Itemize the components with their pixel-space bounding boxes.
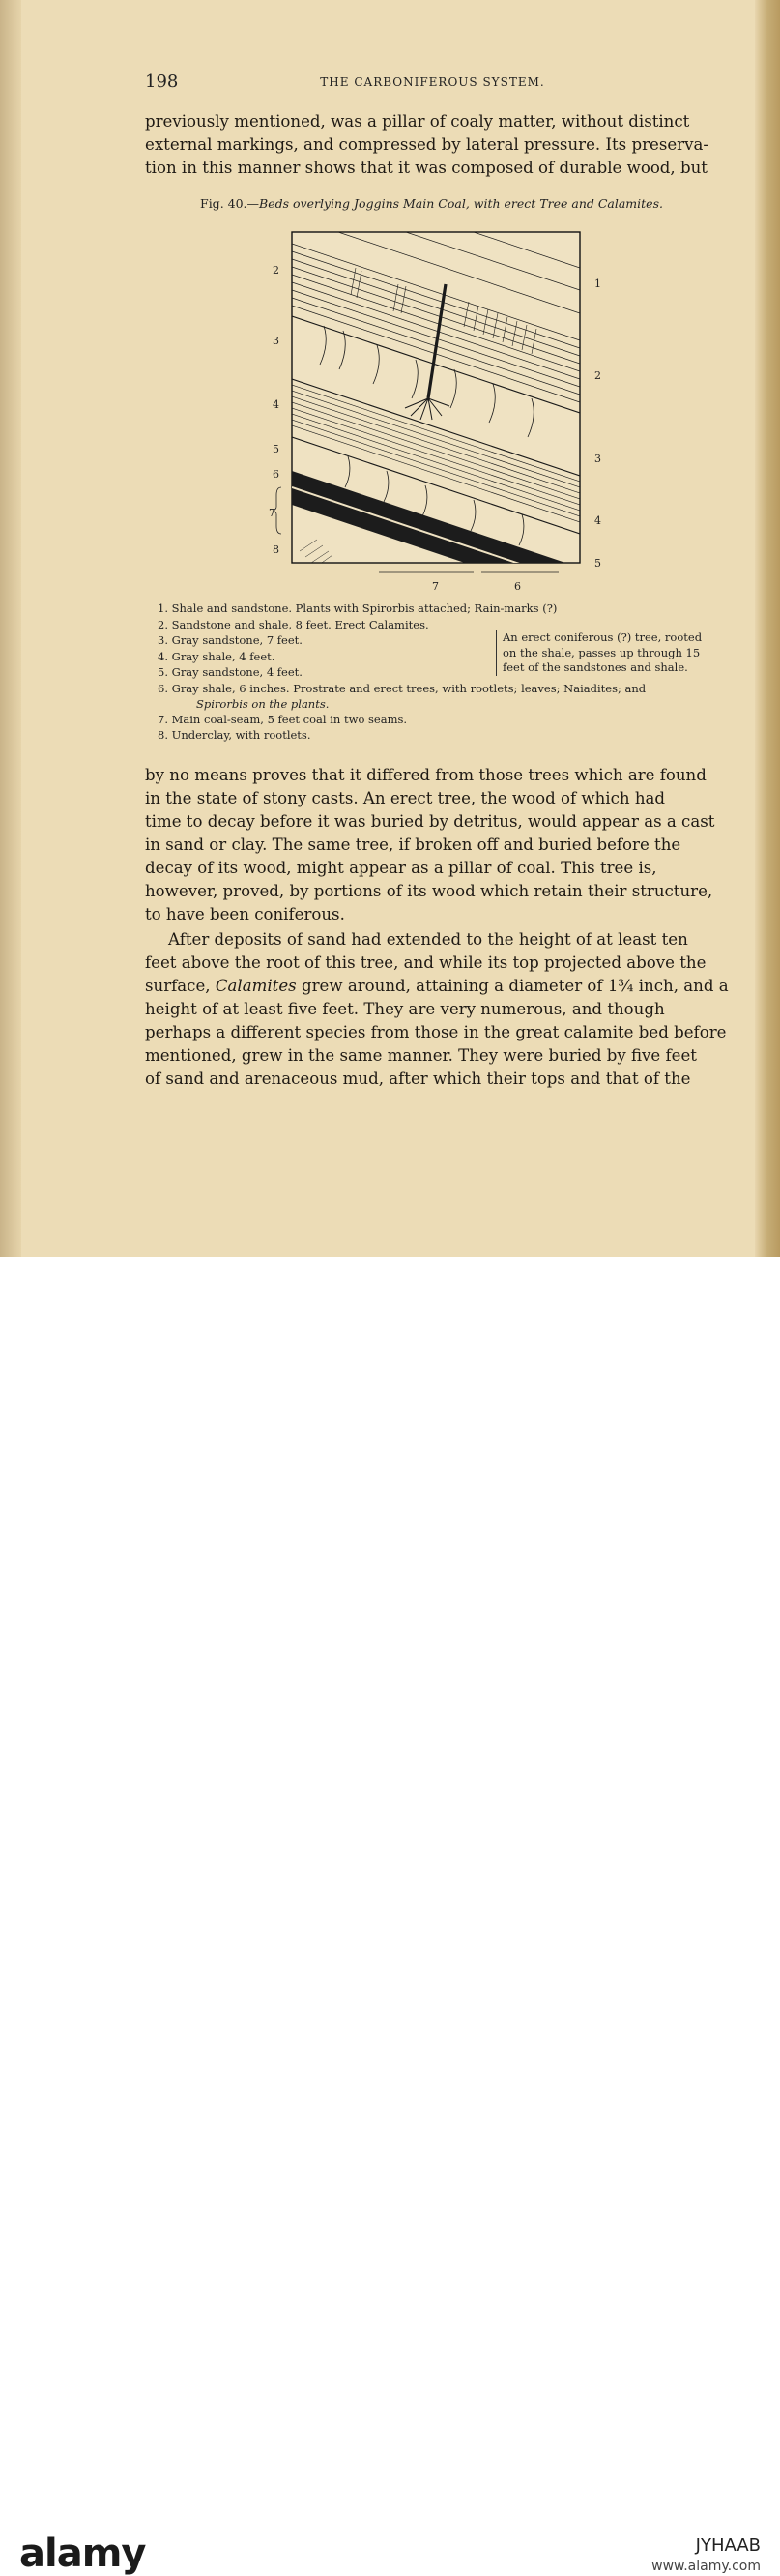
left-label-6: 6 xyxy=(273,468,279,481)
text-line: however, proved, by portions of its wood which retain their structure, xyxy=(145,882,713,900)
legend-item: 4. Gray shale, 4 feet. xyxy=(158,650,275,663)
bottom-label-6: 6 xyxy=(514,580,521,593)
text-line-with-italic xyxy=(145,975,729,998)
text-line: height of at least five feet. They are very numerous, and though xyxy=(145,1000,665,1018)
text-line: time to decay before it was buried by detritus, would appear as a cast xyxy=(145,812,715,831)
page-left-edge xyxy=(0,0,21,1257)
text-line: feet above the root of this tree, and while its top projected above the xyxy=(145,953,707,972)
text-line: by no means proves that it differed from those trees which are found xyxy=(145,766,707,784)
caption-prefix: Fig. 40.— xyxy=(200,196,260,211)
italic-term: Calamites xyxy=(215,977,297,995)
text-line: of sand and arenaceous mud, after which their tops and that of the xyxy=(145,1069,691,1088)
caption-title: Beds overlying Joggins Main Coal, with erect Tree and Calamites. xyxy=(259,196,663,211)
left-label-7: 7 xyxy=(269,507,275,519)
figure-caption xyxy=(145,196,718,211)
alamy-logo: alamy xyxy=(19,2532,146,2576)
tree-note xyxy=(496,630,730,676)
legend-item: 2. Sandstone and shale, 8 feet. Erect Calamites. xyxy=(158,618,429,631)
legend-item: 5. Gray sandstone, 4 feet. xyxy=(158,665,303,679)
legend-item: 6. Gray shale, 6 inches. Prostrate and erect trees, with rootlets; leaves; Naiadites; and xyxy=(158,682,647,695)
left-label-3: 3 xyxy=(273,335,279,347)
bottom-label-7: 7 xyxy=(432,580,439,593)
right-label-4: 4 xyxy=(594,514,601,527)
right-label-3: 3 xyxy=(594,453,601,465)
text-line: decay of its wood, might appear as a pillar of coal. This tree is, xyxy=(145,859,657,877)
text-line: in the state of stony casts. An erect tree, the wood of which had xyxy=(145,789,666,807)
legend-item: 8. Underclay, with rootlets. xyxy=(158,728,311,742)
tree-note-line: An erect coniferous (?) tree, rooted xyxy=(503,630,703,644)
paragraph-1 xyxy=(145,110,718,180)
text-line: tion in this manner shows that it was composed of durable wood, but xyxy=(145,159,708,177)
right-label-1: 1 xyxy=(594,278,601,290)
text-line: previously mentioned, was a pillar of coaly matter, without distinct xyxy=(145,112,690,131)
text-line: After deposits of sand had extended to the height of at least ten xyxy=(168,930,688,949)
left-label-4: 4 xyxy=(273,398,279,411)
text-line: perhaps a different species from those in the great calamite bed before xyxy=(145,1023,727,1041)
legend-item: 7. Main coal-seam, 5 feet coal in two seams. xyxy=(158,713,408,726)
strata-figure xyxy=(251,224,619,601)
right-label-5: 5 xyxy=(594,557,601,570)
running-head: THE CARBONIFEROUS SYSTEM. xyxy=(320,75,545,89)
left-label-2: 2 xyxy=(273,264,279,277)
text-line: in sand or clay. The same tree, if broken off and buried before the xyxy=(145,835,681,854)
book-page xyxy=(0,0,780,1257)
text-line: external markings, and compressed by lateral pressure. Its preserva- xyxy=(145,135,708,154)
text-line: mentioned, grew in the same manner. They were buried by five feet xyxy=(145,1046,697,1065)
legend-item: 1. Shale and sandstone. Plants with Spirorbis attached; Rain-marks (?) xyxy=(158,601,558,615)
page-number: 198 xyxy=(145,72,179,92)
text-segment: grew around, attaining a diameter of 1¾ inch, and a xyxy=(296,977,729,995)
paragraph-3 xyxy=(145,928,729,1091)
image-code: JYHAAB xyxy=(695,2535,761,2556)
tree-note-line: feet of the sandstones and shale. xyxy=(503,660,688,674)
paragraph-2 xyxy=(145,764,718,926)
left-label-8: 8 xyxy=(273,543,279,556)
stock-footer xyxy=(0,1257,780,2576)
text-segment: surface, xyxy=(145,977,216,995)
legend-item-continuation: Spirorbis on the plants. xyxy=(196,697,330,711)
tree-note-line: on the shale, passes up through 15 xyxy=(503,645,701,659)
legend-item: 3. Gray sandstone, 7 feet. xyxy=(158,633,303,647)
left-label-5: 5 xyxy=(273,443,279,455)
site-url: www.alamy.com xyxy=(651,2559,761,2574)
text-line: to have been coniferous. xyxy=(145,905,345,923)
right-label-2: 2 xyxy=(594,369,601,382)
page-right-edge xyxy=(755,0,780,1257)
page-header xyxy=(145,72,720,95)
